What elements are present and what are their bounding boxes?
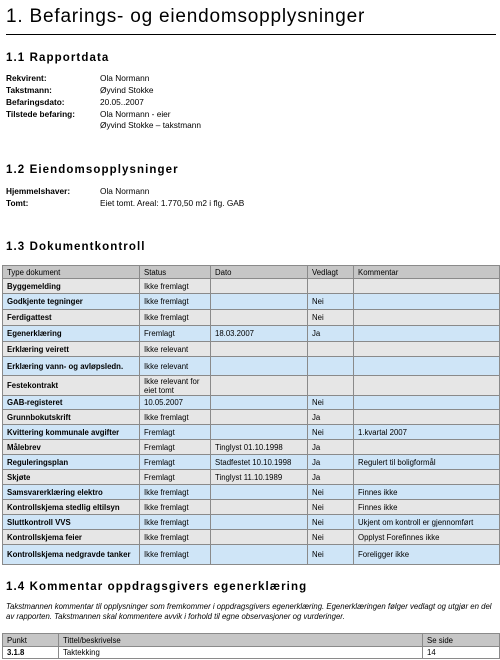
kv-row [6, 73, 496, 84]
kv-value-line: 20.05..2007 [100, 97, 144, 107]
table-row [3, 425, 500, 440]
kv-value [100, 198, 496, 209]
table-cell: Ja [308, 410, 354, 425]
table-row [3, 376, 500, 396]
table-cell: 1.kvartal 2007 [354, 425, 500, 440]
table-cell: Ikke fremlagt [140, 500, 211, 515]
table-row [3, 500, 500, 515]
table-cell [354, 342, 500, 357]
kv-value [100, 109, 496, 130]
table-cell: Ikke fremlagt [140, 294, 211, 310]
table-cell: Nei [308, 396, 354, 410]
table-cell [211, 376, 308, 396]
table-cell: Fremlagt [140, 326, 211, 342]
table-cell: Nei [308, 310, 354, 326]
kommentar-text: Takstmannen kommentar til opplysninger som fremkommer i oppdragsgivers egenerklæring. Egenerklæringen følger vedlagt og utgjør en del av rapporten. Takstmannen skal kommentere avvik i forhold til egne observasjoner og vurderinger. [6, 602, 492, 621]
kv-key: Befaringsdato: [6, 97, 65, 107]
rapportdata-list [6, 73, 496, 132]
table-cell: Festekontrakt [3, 376, 140, 396]
kv-key: Hjemmelshaver: [6, 186, 71, 196]
table-cell: Samsvarerklæring elektro [3, 485, 140, 500]
table-cell: Fremlagt [140, 425, 211, 440]
table-cell: Ja [308, 455, 354, 470]
table-cell: Erklæring veirett [3, 342, 140, 357]
table-cell [308, 342, 354, 357]
table-cell [354, 410, 500, 425]
table-cell: Finnes ikke [354, 485, 500, 500]
table-cell [211, 310, 308, 326]
table-cell [308, 279, 354, 294]
eiendom-list [6, 186, 496, 210]
table-row [3, 515, 500, 530]
table-cell [211, 396, 308, 410]
table-cell [354, 294, 500, 310]
column-header: Vedlagt [308, 266, 354, 279]
table-cell [354, 396, 500, 410]
kv-key: Takstmann: [6, 85, 52, 95]
table-cell: 10.05.2007 [140, 396, 211, 410]
kv-key: Tomt: [6, 198, 29, 208]
kv-value-line: Ola Normann [100, 73, 150, 83]
table-row [3, 485, 500, 500]
table-row [3, 294, 500, 310]
table-cell [211, 485, 308, 500]
kv-key: Rekvirent: [6, 73, 47, 83]
table-cell: Ikke fremlagt [140, 545, 211, 565]
table-cell: Fremlagt [140, 455, 211, 470]
table-cell: Ja [308, 470, 354, 485]
table-cell [211, 357, 308, 376]
table-row [3, 357, 500, 376]
table-cell: Fremlagt [140, 470, 211, 485]
table-cell: Ikke fremlagt [140, 530, 211, 545]
table-cell: Ikke relevant for eiet tomt [140, 376, 211, 396]
table-row [3, 410, 500, 425]
table-row [3, 530, 500, 545]
column-header: Se side [423, 634, 500, 647]
table-row [3, 310, 500, 326]
kv-value [100, 186, 496, 197]
table-cell: Ikke relevant [140, 342, 211, 357]
table-cell: Grunnbokutskrift [3, 410, 140, 425]
table-cell: Foreligger ikke [354, 545, 500, 565]
section-heading-rapportdata: 1.1 Rapportdata [6, 52, 110, 64]
kv-row [6, 198, 496, 209]
table-cell: Tinglyst 01.10.1998 [211, 440, 308, 455]
table-row [3, 545, 500, 565]
table-cell: Sluttkontroll VVS [3, 515, 140, 530]
table-cell: Tinglyst 11.10.1989 [211, 470, 308, 485]
table-cell: Nei [308, 545, 354, 565]
table-cell: Ikke relevant [140, 357, 211, 376]
table-cell: GAB-registeret [3, 396, 140, 410]
table-cell [354, 470, 500, 485]
table-cell [308, 376, 354, 396]
table-cell: Ikke fremlagt [140, 515, 211, 530]
section-heading-kommentar: 1.4 Kommentar oppdragsgivers egenerklæring [6, 581, 308, 593]
table-cell: 3.1.8 [3, 647, 59, 659]
table-cell: Ja [308, 326, 354, 342]
table-cell [211, 342, 308, 357]
table-cell: Stadfestet 10.10.1998 [211, 455, 308, 470]
table-cell: Taktekking [59, 647, 423, 659]
table-cell: Reguleringsplan [3, 455, 140, 470]
table-cell: Opplyst Forefinnes ikke [354, 530, 500, 545]
kv-row [6, 109, 496, 130]
table-cell [354, 310, 500, 326]
table-cell: Regulert til boligformål [354, 455, 500, 470]
table-row [3, 470, 500, 485]
table-row [3, 279, 500, 294]
column-header: Tittel/beskrivelse [59, 634, 423, 647]
table-cell [211, 294, 308, 310]
column-header: Type dokument [3, 266, 140, 279]
table-cell: Finnes ikke [354, 500, 500, 515]
page-title: 1. Befarings- og eiendomsopplysninger [6, 6, 496, 35]
table-cell: Nei [308, 530, 354, 545]
column-header: Punkt [3, 634, 59, 647]
kv-value-line: Eiet tomt. Areal: 1.770,50 m2 i flg. GAB [100, 198, 245, 208]
table-cell: Kvittering kommunale avgifter [3, 425, 140, 440]
table-cell: 14 [423, 647, 500, 659]
section-heading-dokumentkontroll: 1.3 Dokumentkontroll [6, 241, 146, 253]
table-cell [354, 357, 500, 376]
kv-row [6, 186, 496, 197]
table-cell: Byggemelding [3, 279, 140, 294]
kommentar-table [2, 633, 500, 659]
table-cell: 18.03.2007 [211, 326, 308, 342]
table-row [3, 326, 500, 342]
dokumentkontroll-table [2, 265, 500, 565]
kv-value-line: Øyvind Stokke [100, 85, 154, 95]
column-header: Status [140, 266, 211, 279]
table-cell: Fremlagt [140, 440, 211, 455]
table-cell [211, 410, 308, 425]
table-cell: Ja [308, 440, 354, 455]
section-heading-eiendom: 1.2 Eiendomsopplysninger [6, 164, 179, 176]
table-cell [211, 515, 308, 530]
table-cell: Nei [308, 515, 354, 530]
table-cell: Egenerklæring [3, 326, 140, 342]
table-cell: Godkjente tegninger [3, 294, 140, 310]
column-header: Dato [211, 266, 308, 279]
table-cell: Nei [308, 500, 354, 515]
kv-value-line: Ola Normann [100, 186, 150, 196]
table-cell: Ukjent om kontroll er gjennomført [354, 515, 500, 530]
table-cell: Nei [308, 294, 354, 310]
table-cell: Kontrollskjema feier [3, 530, 140, 545]
table-cell [354, 440, 500, 455]
table-cell [211, 545, 308, 565]
table-cell: Skjøte [3, 470, 140, 485]
table-cell [354, 326, 500, 342]
table-cell [354, 279, 500, 294]
table-cell [211, 530, 308, 545]
table-row [3, 396, 500, 410]
table-cell: Ikke fremlagt [140, 310, 211, 326]
table-cell: Nei [308, 425, 354, 440]
table-cell [308, 357, 354, 376]
table-cell: Ikke fremlagt [140, 410, 211, 425]
table-row [3, 342, 500, 357]
table-row [3, 647, 500, 659]
table-cell: Erklæring vann- og avløpsledn. [3, 357, 140, 376]
table-cell: Ferdigattest [3, 310, 140, 326]
table-cell: Ikke fremlagt [140, 279, 211, 294]
kv-key: Tilstede befaring: [6, 109, 76, 119]
kv-row [6, 85, 496, 96]
table-cell [354, 376, 500, 396]
table-cell [211, 425, 308, 440]
kv-value [100, 85, 496, 96]
kv-row [6, 97, 496, 108]
kv-value-line: Øyvind Stokke – takstmann [100, 119, 201, 130]
kv-value [100, 73, 496, 84]
table-row [3, 440, 500, 455]
table-cell: Ikke fremlagt [140, 485, 211, 500]
kv-value [100, 97, 496, 108]
column-header: Kommentar [354, 266, 500, 279]
table-cell: Målebrev [3, 440, 140, 455]
table-row [3, 455, 500, 470]
table-cell [211, 500, 308, 515]
table-cell: Nei [308, 485, 354, 500]
kv-value-line: Ola Normann - eier [100, 109, 171, 119]
table-cell: Kontrollskjema nedgravde tanker [3, 545, 140, 565]
table-cell: Kontrollskjema stedlig eltilsyn [3, 500, 140, 515]
table-cell [211, 279, 308, 294]
